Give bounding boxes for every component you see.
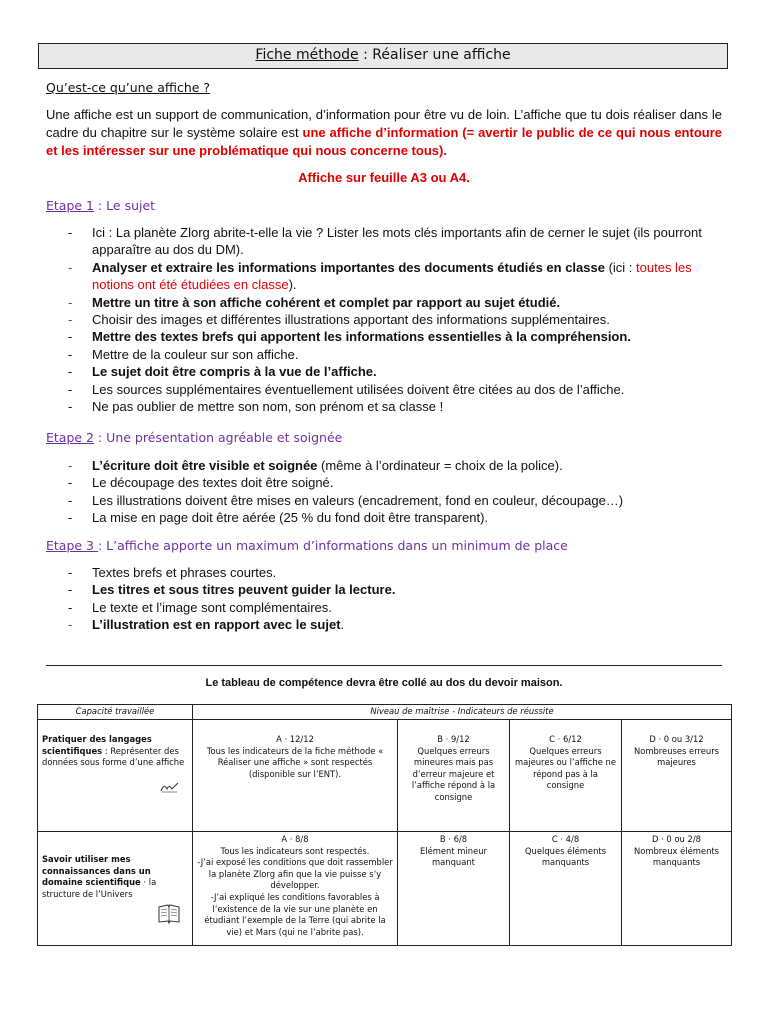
list-item: - Le texte et l’image sont complémentaires. xyxy=(68,599,332,615)
list-item: - Les illustrations doivent être mises en valeurs (encadrement, fond en couleur, découpage…) xyxy=(68,492,624,508)
list-item-text: Le texte et l’image sont complémentaires. xyxy=(92,599,332,615)
list-item-text: Ici : La planète Zlorg abrite-t-elle la vie ? Lister les mots clés importants afin de cerner le sujet (ils pourront apparaître au dos du DM). xyxy=(92,225,702,258)
capacity-cell xyxy=(38,832,193,946)
divider xyxy=(46,665,722,666)
level-b-cell xyxy=(398,720,510,832)
capacity-cell xyxy=(38,720,193,832)
intro-highlight: une affiche d’information (= avertir le public de ce qui nous entoure et les intéresser sur une problématique qui nous concerne tous). xyxy=(46,125,722,158)
level-c-cell xyxy=(510,720,622,832)
level-d-title: D · 0 ou 2/8 xyxy=(652,834,701,844)
etape1-title: : Le sujet xyxy=(94,198,156,213)
writing-icon xyxy=(42,781,188,797)
list-item-text: Mettre de la couleur sur son affiche. xyxy=(92,346,299,362)
table-header-row xyxy=(38,705,732,720)
list-item-text: Textes brefs et phrases courtes. xyxy=(92,565,277,580)
level-a-line1: -J’ai exposé les conditions que doit rassembler la planète Zlorg afin que la vie puisse s’y développer. xyxy=(197,857,393,891)
capacity-bold: Savoir utiliser mes connaissances dans un domaine scientifique xyxy=(42,854,151,888)
level-c-title: C · 4/8 xyxy=(551,834,580,844)
level-a-line2: -J’ai expliqué les conditions favorables à l’existence de la vie sur une planète en étudiant l’exemple de la Terre (qui abrite la vie) et Mars (qui ne l’abrite pas). xyxy=(204,891,386,937)
level-a-cell xyxy=(193,720,398,832)
level-b-text: Quelques erreurs mineures mais pas d’erreur majeure et l’affiche répond à la consigne xyxy=(411,745,496,802)
table-caption: Le tableau de compétence devra être collé au dos du devoir maison. xyxy=(205,677,563,689)
etape2-label: Etape 2 xyxy=(46,430,95,445)
etape1-label: Etape 1 xyxy=(46,198,95,213)
list-item-text: Les sources supplémentaires éventuellement utilisées doivent être citées au dos de l’affiche. xyxy=(92,381,625,397)
etape1-list xyxy=(46,224,722,415)
list-item-text: Le découpage des textes doit être soigné. xyxy=(92,475,334,491)
level-a-text: Tous les indicateurs sont respectés. xyxy=(220,845,370,856)
level-d-cell xyxy=(622,832,732,946)
list-item-text: (ici : xyxy=(604,259,637,275)
list-item: - Le découpage des textes doit être soigné. xyxy=(68,475,334,491)
list-item: - L’illustration est en rapport avec le sujet. xyxy=(68,617,345,633)
level-c-title: C · 6/12 xyxy=(549,734,582,744)
etape3-label: Etape 3 xyxy=(46,538,98,553)
list-item: - Les titres et sous titres peuvent guider la lecture. xyxy=(68,582,396,598)
etape1-heading xyxy=(46,198,155,213)
list-item-text: Ne pas oublier de mettre son nom, son prénom et sa classe ! xyxy=(92,399,444,415)
etape2-heading xyxy=(46,430,342,445)
level-d-cell xyxy=(622,720,732,832)
title-rest: : Réaliser une affiche xyxy=(358,47,511,63)
list-item-text: L’écriture doit être visible et soignée xyxy=(92,458,318,473)
level-b-cell xyxy=(398,832,510,946)
format-note: Affiche sur feuille A3 ou A4. xyxy=(298,170,470,185)
capacity-bold: Pratiquer des langages scientifiques xyxy=(42,734,152,756)
level-d-title: D · 0 ou 3/12 xyxy=(649,734,704,744)
table-row xyxy=(38,832,732,946)
list-item: - Choisir des images et différentes illustrations apportant des informations supplémentaires. xyxy=(68,312,610,328)
level-a-cell xyxy=(193,832,398,946)
level-a-title: A · 8/8 xyxy=(281,834,309,844)
title-main: Fiche méthode xyxy=(255,47,359,63)
list-item-text: Mettre un titre à son affiche cohérent et complet par rapport au sujet étudié. xyxy=(92,294,561,310)
list-item-text: (même à l’ordinateur = choix de la police). xyxy=(317,458,563,473)
list-item: - L’écriture doit être visible et soignée (même à l’ordinateur = choix de la police). xyxy=(68,458,563,473)
list-item-text: Analyser et extraire les informations importantes des documents étudiés en classe xyxy=(92,259,605,275)
list-item-text: Les illustrations doivent être mises en valeurs (encadrement, fond en couleur, découpage…) xyxy=(92,492,624,508)
list-item-text: Mettre des textes brefs qui apportent les informations essentielles à la compréhension. xyxy=(92,329,631,345)
list-item: - Ne pas oublier de mettre son nom, son prénom et sa classe ! xyxy=(68,399,444,415)
level-a-text: Tous les indicateurs de la fiche méthode « Réaliser une affiche » sont respectés (disponible sur l’ENT). xyxy=(206,745,384,779)
list-item: - Mettre un titre à son affiche cohérent et complet par rapport au sujet étudié. xyxy=(68,294,561,310)
list-item: - Ici : La planète Zlorg abrite-t-elle la vie ? Lister les mots clés importants afin de cerner le sujet (ils pourront apparaître au dos du DM). xyxy=(68,225,702,258)
intro-paragraph xyxy=(46,106,722,160)
etape2-title: : Une présentation agréable et soignée xyxy=(94,430,343,445)
list-item-text: . xyxy=(340,617,345,633)
list-item: - Le sujet doit être compris à la vue de l’affiche. xyxy=(68,364,377,380)
list-item-text: toutes les notions ont été étudiées en classe xyxy=(92,259,692,293)
list-item: - Analyser et extraire les informations importantes des documents étudiés en classe (ici : toutes les notions ont été étudiées en classe). xyxy=(68,259,692,293)
level-a-title: A · 12/12 xyxy=(276,734,314,744)
etape3-title: : L’affiche apporte un maximum d’informations dans un minimum de place xyxy=(97,538,568,553)
level-b-text: Elément mineur manquant xyxy=(419,845,488,868)
list-item: - Mettre de la couleur sur son affiche. xyxy=(68,346,299,362)
capacity-rest: : Représenter des données sous forme d’une affiche xyxy=(42,745,185,768)
list-item-text: Le sujet doit être compris à la vue de l’affiche. xyxy=(92,364,377,380)
level-c-text: Quelques erreurs majeures ou l’affiche ne répond pas à la consigne xyxy=(514,745,616,791)
list-item-text: La mise en page doit être aérée (25 % du fond doit être transparent). xyxy=(92,510,489,526)
header-levels: Niveau de maîtrise - Indicateurs de réussite xyxy=(193,705,732,720)
etape2-list xyxy=(46,457,722,527)
level-d-text: Nombreuses erreurs majeures xyxy=(633,745,720,768)
list-item-text: Les titres et sous titres peuvent guider la lecture. xyxy=(92,582,396,598)
competence-table xyxy=(37,704,732,946)
level-b-title: B · 9/12 xyxy=(437,734,470,744)
table-row xyxy=(38,720,732,832)
level-c-cell xyxy=(510,832,622,946)
book-icon xyxy=(42,904,188,928)
intro-text: Une affiche est un support de communication, d’information pour être vu de loin. L’affiche que tu dois réaliser dans le cadre du chapitre sur le système solaire est xyxy=(46,107,722,140)
list-item-text: L’illustration est en rapport avec le sujet xyxy=(92,617,341,633)
level-b-title: B · 6/8 xyxy=(439,834,468,844)
list-item-text: ). xyxy=(288,277,297,293)
question-title: Qu’est-ce qu’une affiche ? xyxy=(46,80,211,95)
etape3-list xyxy=(46,564,722,634)
capacity-rest: · la structure de l’Univers xyxy=(42,877,157,899)
level-c-text: Quelques éléments manquants xyxy=(524,845,607,868)
list-item-text: Choisir des images et différentes illustrations apportant des informations supplémentaires. xyxy=(92,312,610,328)
list-item: - La mise en page doit être aérée (25 % du fond doit être transparent). xyxy=(68,510,489,526)
list-item: - Les sources supplémentaires éventuellement utilisées doivent être citées au dos de l’affiche. xyxy=(68,381,625,397)
list-item: - Mettre des textes brefs qui apportent les informations essentielles à la compréhension. xyxy=(68,329,631,345)
etape3-heading xyxy=(46,538,568,553)
level-d-text: Nombreux éléments manquants xyxy=(633,845,720,868)
list-item: - Textes brefs et phrases courtes. xyxy=(68,565,277,580)
title-box xyxy=(38,43,728,69)
header-capacity: Capacité travaillée xyxy=(38,705,193,720)
